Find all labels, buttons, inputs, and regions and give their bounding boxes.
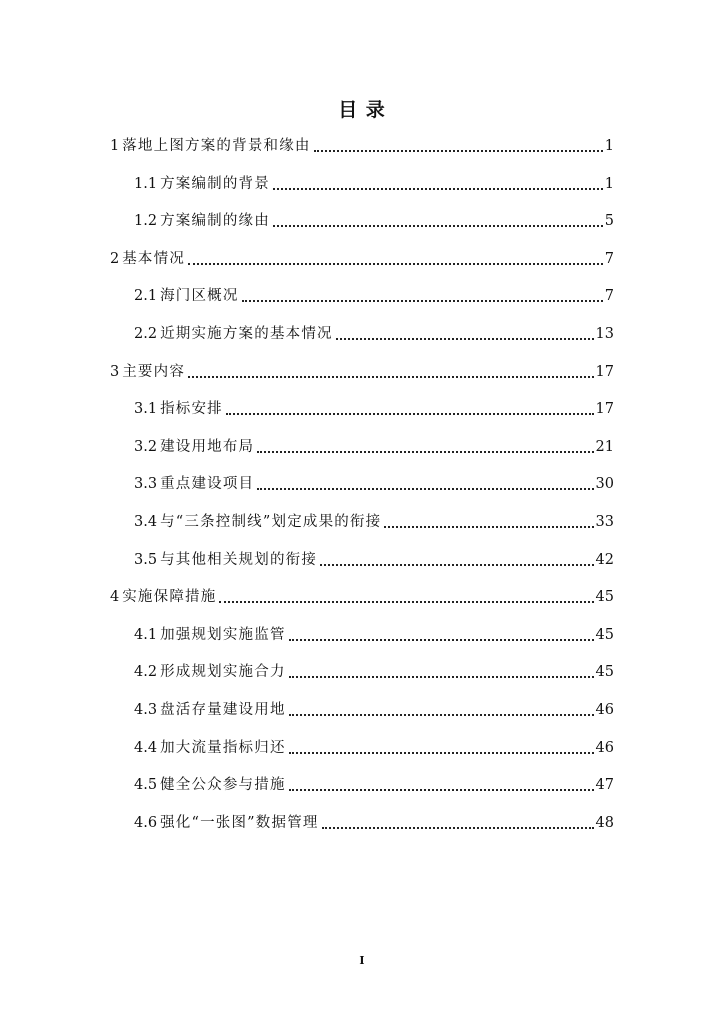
toc-dot-leader xyxy=(257,488,593,490)
toc-chapter-entry[interactable] xyxy=(110,246,614,270)
toc-dot-leader xyxy=(289,714,594,716)
toc-entry-page: 42 xyxy=(595,551,614,568)
toc-dot-leader xyxy=(289,752,594,754)
toc-entry-number: 2.1 xyxy=(134,288,158,305)
toc-entry-number: 3.1 xyxy=(134,401,158,418)
toc-chapter-entry[interactable] xyxy=(110,584,614,608)
toc-section-entry[interactable] xyxy=(134,471,614,495)
toc-entry-number: 3.5 xyxy=(134,551,158,568)
page-number: I xyxy=(359,954,365,967)
toc-entry-title: 海门区概况 xyxy=(160,288,239,305)
toc-entry-title: 加强规划实施监管 xyxy=(160,626,286,643)
toc-entry-page: 13 xyxy=(595,326,614,342)
toc-section-entry[interactable] xyxy=(134,434,614,458)
toc-dot-leader xyxy=(188,376,594,378)
toc-section-entry[interactable] xyxy=(134,321,614,345)
toc-dot-leader xyxy=(273,225,603,227)
toc-section-entry[interactable] xyxy=(134,622,614,646)
toc-section-entry[interactable] xyxy=(134,208,614,232)
toc-entry-page: 7 xyxy=(604,288,614,305)
toc-entry-title: 形成规划实施合力 xyxy=(160,664,286,681)
toc-entry-page: 7 xyxy=(604,250,614,267)
toc-entry-number: 4 xyxy=(110,589,120,606)
toc-dot-leader xyxy=(289,676,594,678)
toc-entry-title: 落地上图方案的背景和缘由 xyxy=(122,138,311,154)
toc-dot-leader xyxy=(289,639,594,641)
toc-entry-number: 4.2 xyxy=(134,664,158,681)
toc-entry-number: 3.3 xyxy=(134,476,158,493)
toc-entry-page: 46 xyxy=(595,702,614,718)
toc-entry-title: 建设用地布局 xyxy=(160,438,255,455)
toc-entry-number: 4.5 xyxy=(134,777,158,794)
toc-dot-leader xyxy=(336,338,594,340)
toc-entry-title: 方案编制的背景 xyxy=(160,175,270,192)
page-title: 目 录 xyxy=(338,99,386,121)
toc-entry-title: 与其他相关规划的衔接 xyxy=(160,551,318,568)
toc-dot-leader xyxy=(188,263,603,265)
toc-dot-leader xyxy=(384,526,593,528)
toc-entry-page: 45 xyxy=(595,589,614,606)
toc-entry-title: 近期实施方案的基本情况 xyxy=(160,326,333,342)
toc-section-entry[interactable] xyxy=(134,659,614,683)
toc-section-entry[interactable] xyxy=(134,810,614,834)
toc-entry-title: 加大流量指标归还 xyxy=(160,739,286,756)
toc-section-entry[interactable] xyxy=(134,396,614,420)
toc-entry-page: 1 xyxy=(604,138,614,154)
toc-entry-title: 重点建设项目 xyxy=(160,476,255,493)
toc-entry-number: 1.1 xyxy=(134,175,158,192)
toc-entry-title: 健全公众参与措施 xyxy=(160,777,286,794)
toc-chapter-entry[interactable] xyxy=(110,359,614,383)
toc-entry-number: 4.3 xyxy=(134,702,158,718)
toc-entry-page: 17 xyxy=(595,363,614,380)
toc-entry-number: 2.2 xyxy=(134,326,158,342)
toc-entry-number: 1 xyxy=(110,138,120,154)
toc-dot-leader xyxy=(257,451,593,453)
toc-entry-page: 5 xyxy=(604,213,614,230)
toc-entry-page: 46 xyxy=(595,739,614,756)
toc-entry-page: 17 xyxy=(595,401,614,418)
toc-section-entry[interactable] xyxy=(134,697,614,721)
toc-entry-number: 2 xyxy=(110,250,120,267)
toc-section-entry[interactable] xyxy=(134,547,614,571)
toc-entry-title: 主要内容 xyxy=(122,363,186,380)
toc-entry-number: 3.2 xyxy=(134,438,158,455)
toc-entry-number: 4.6 xyxy=(134,814,158,831)
toc-entry-number: 4.1 xyxy=(134,626,158,643)
toc-entry-page: 45 xyxy=(595,664,614,681)
toc-dot-leader xyxy=(219,601,593,603)
toc-entry-title: 强化“一张图”数据管理 xyxy=(160,814,319,831)
toc-entry-title: 基本情况 xyxy=(122,250,186,267)
toc-dot-leader xyxy=(242,300,603,302)
toc-entry-page: 47 xyxy=(595,777,614,794)
toc-dot-leader xyxy=(322,827,594,829)
toc-entry-page: 45 xyxy=(595,626,614,643)
toc-entry-title: 盘活存量建设用地 xyxy=(160,702,286,718)
toc-entry-page: 48 xyxy=(595,814,614,831)
toc-entry-page: 30 xyxy=(595,476,614,493)
toc-section-entry[interactable] xyxy=(134,735,614,759)
toc-entry-title: 与“三条控制线”划定成果的衔接 xyxy=(160,514,382,530)
toc-chapter-entry[interactable] xyxy=(110,133,614,157)
toc-entry-page: 33 xyxy=(595,514,614,530)
toc-dot-leader xyxy=(314,150,603,152)
toc-entry-page: 21 xyxy=(595,438,614,455)
toc-section-entry[interactable] xyxy=(134,772,614,796)
toc-entry-number: 1.2 xyxy=(134,213,158,230)
toc-section-entry[interactable] xyxy=(134,509,614,533)
toc-entry-title: 方案编制的缘由 xyxy=(160,213,270,230)
toc-section-entry[interactable] xyxy=(134,171,614,195)
toc-section-entry[interactable] xyxy=(134,283,614,307)
toc-dot-leader xyxy=(226,413,594,415)
toc-dot-leader xyxy=(289,789,594,791)
toc-entry-number: 3 xyxy=(110,363,120,380)
toc-entry-title: 指标安排 xyxy=(160,401,223,418)
toc-entry-title: 实施保障措施 xyxy=(122,589,217,606)
toc-entry-page: 1 xyxy=(604,175,614,192)
toc-entry-number: 4.4 xyxy=(134,739,158,756)
toc-entry-number: 3.4 xyxy=(134,514,158,530)
toc-dot-leader xyxy=(273,188,603,190)
toc-dot-leader xyxy=(320,564,593,566)
